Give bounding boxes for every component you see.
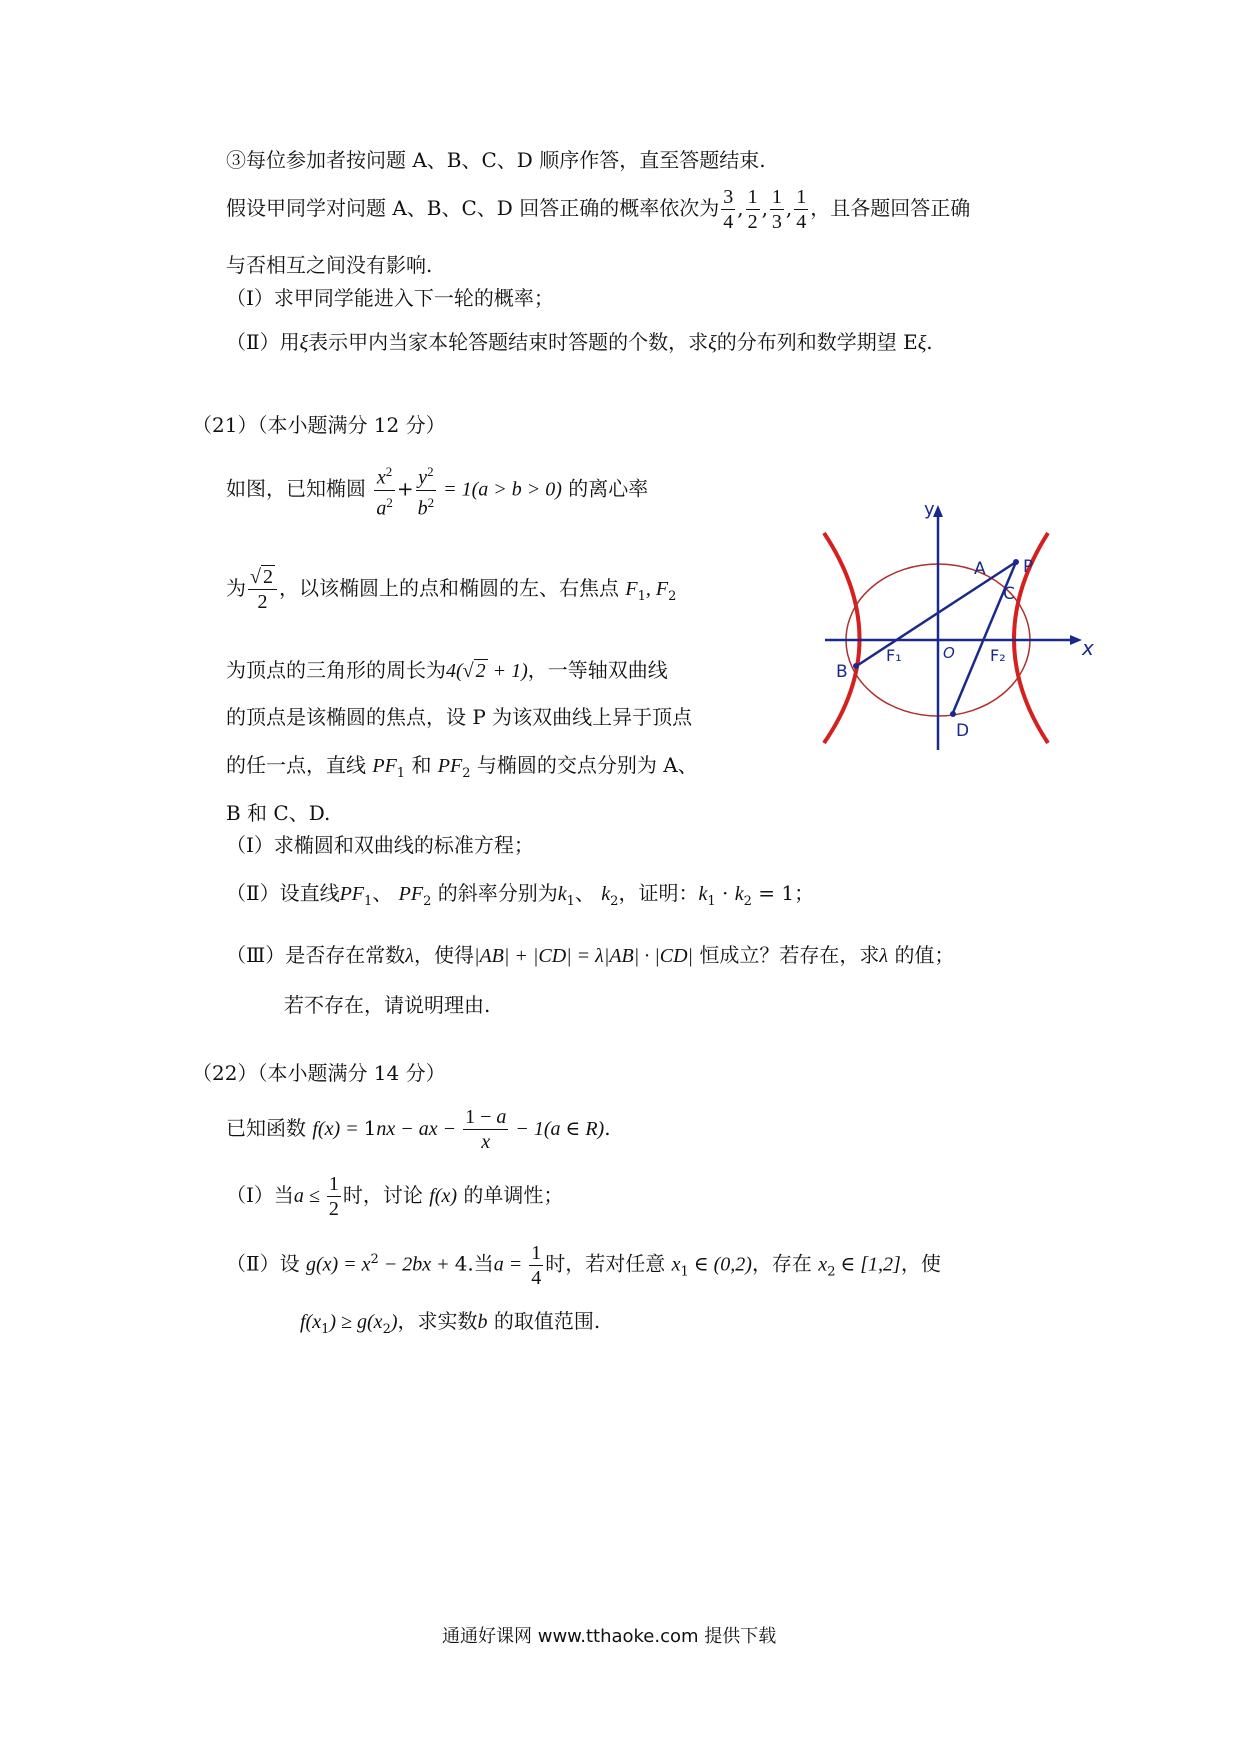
label-o: O <box>943 644 955 662</box>
q20-part2: （Ⅱ）用ξ表示甲内当家本轮答题结束时答题的个数，求ξ的分布列和数学期望 Eξ. <box>226 330 933 354</box>
point-D <box>950 711 956 717</box>
label-y: y <box>924 499 935 520</box>
label-A: A <box>974 559 986 579</box>
q20-independence: 与否相互之间没有影响. <box>226 253 433 277</box>
q21-part1: （Ⅰ）求椭圆和双曲线的标准方程； <box>226 833 534 857</box>
prob-b: $\frac{1}{2}$ <box>747 186 758 233</box>
q20-rule3: ③每位参加者按问题 A、B、C、D 顺序作答，直至答题结束. <box>226 148 766 172</box>
prob-d: $\frac{1}{4}$ <box>796 186 807 233</box>
footer-source: 通通好课网 www.tthaoke.com 提供下载 <box>442 1626 777 1647</box>
hyperbola-left-branch <box>824 533 860 743</box>
q20-assumption: 假设甲同学对问题 A、B、C、D 回答正确的概率依次为 $\frac{3}{4}$ , $\frac{1}{2}$ , $\frac{1}{3}$ , $\frac{1}{4}$ ，且各题回答正确 <box>226 186 971 233</box>
label-x: x <box>1082 636 1094 660</box>
q21-bcd: B 和 C、D. <box>226 801 331 825</box>
label-F1: F₁ <box>886 646 902 665</box>
label-P: P <box>1023 557 1034 577</box>
q22-function: 已知函数 f(x) = 1nx − ax − $\frac{1 - a}{x}$ − 1(a ∈ R). <box>226 1106 611 1153</box>
q21-perimeter: 为顶点的三角形的周长为4(√ 2 + 1)，一等轴双曲线 <box>226 658 668 682</box>
q21-ecc: 为 $\frac{√ 2}{2}$ ，以该椭圆上的点和椭圆的左、右焦点 $F_1$, $F_2$ <box>226 566 677 613</box>
label-B: B <box>836 662 848 682</box>
point-B <box>853 663 859 669</box>
q21-part2: （Ⅱ）设直线$PF_1$、 $PF_2$ 的斜率分别为$k_1$、 $k_2$，证明：$k_1 \cdot k_2 = 1$； <box>226 881 815 909</box>
q22-header: （22）（本小题满分 14 分） <box>192 1061 446 1085</box>
ellipse-hyperbola-figure <box>800 495 1100 765</box>
prob-a: $\frac{3}{4}$ <box>723 186 734 233</box>
label-F2: F₂ <box>990 646 1006 665</box>
point-P <box>1013 559 1019 565</box>
prob-c: $\frac{1}{3}$ <box>771 186 782 233</box>
q22-part1: （Ⅰ）当a ≤ $\frac{1}{2}$ 时，讨论 f(x) 的单调性； <box>226 1173 564 1220</box>
q20-part1: （Ⅰ）求甲同学能进入下一轮的概率； <box>226 286 554 310</box>
x-axis-arrow <box>1070 635 1082 645</box>
q21-lines: 的任一点，直线 $PF_1$ 和 $PF_2$ 与椭圆的交点分别为 A、 <box>226 753 698 781</box>
q22-part2-cont: $f(x_1) \ge g(x_2)$，求实数b 的取值范围. <box>300 1309 601 1337</box>
label-D: D <box>956 721 970 741</box>
q21-vertex: 的顶点是该椭圆的焦点，设 P 为该双曲线上异于顶点 <box>226 705 693 729</box>
label-C: C <box>1003 584 1015 604</box>
q21-part3-cont: 若不存在，请说明理由. <box>284 993 491 1017</box>
q21-intro: 如图，已知椭圆 $\frac{x^2}{a^2}$ + $\frac{y^2}{b^2}$ = 1(a > b > 0) 的离心率 <box>226 460 648 520</box>
q21-part3: （Ⅲ）是否存在常数λ，使得|AB| + |CD| = λ|AB| · |CD| 恒成立？若存在，求λ 的值； <box>226 943 955 967</box>
q22-part2: （Ⅱ）设 $g(x) = x^2 - 2bx + 4$.当a = $\frac{1}{4}$ 时，若对任意 $x_1$ ∈ (0,2)，存在 $x_2$ ∈ [1,2]，使 <box>226 1241 941 1289</box>
q21-header: （21）（本小题满分 12 分） <box>192 413 446 437</box>
